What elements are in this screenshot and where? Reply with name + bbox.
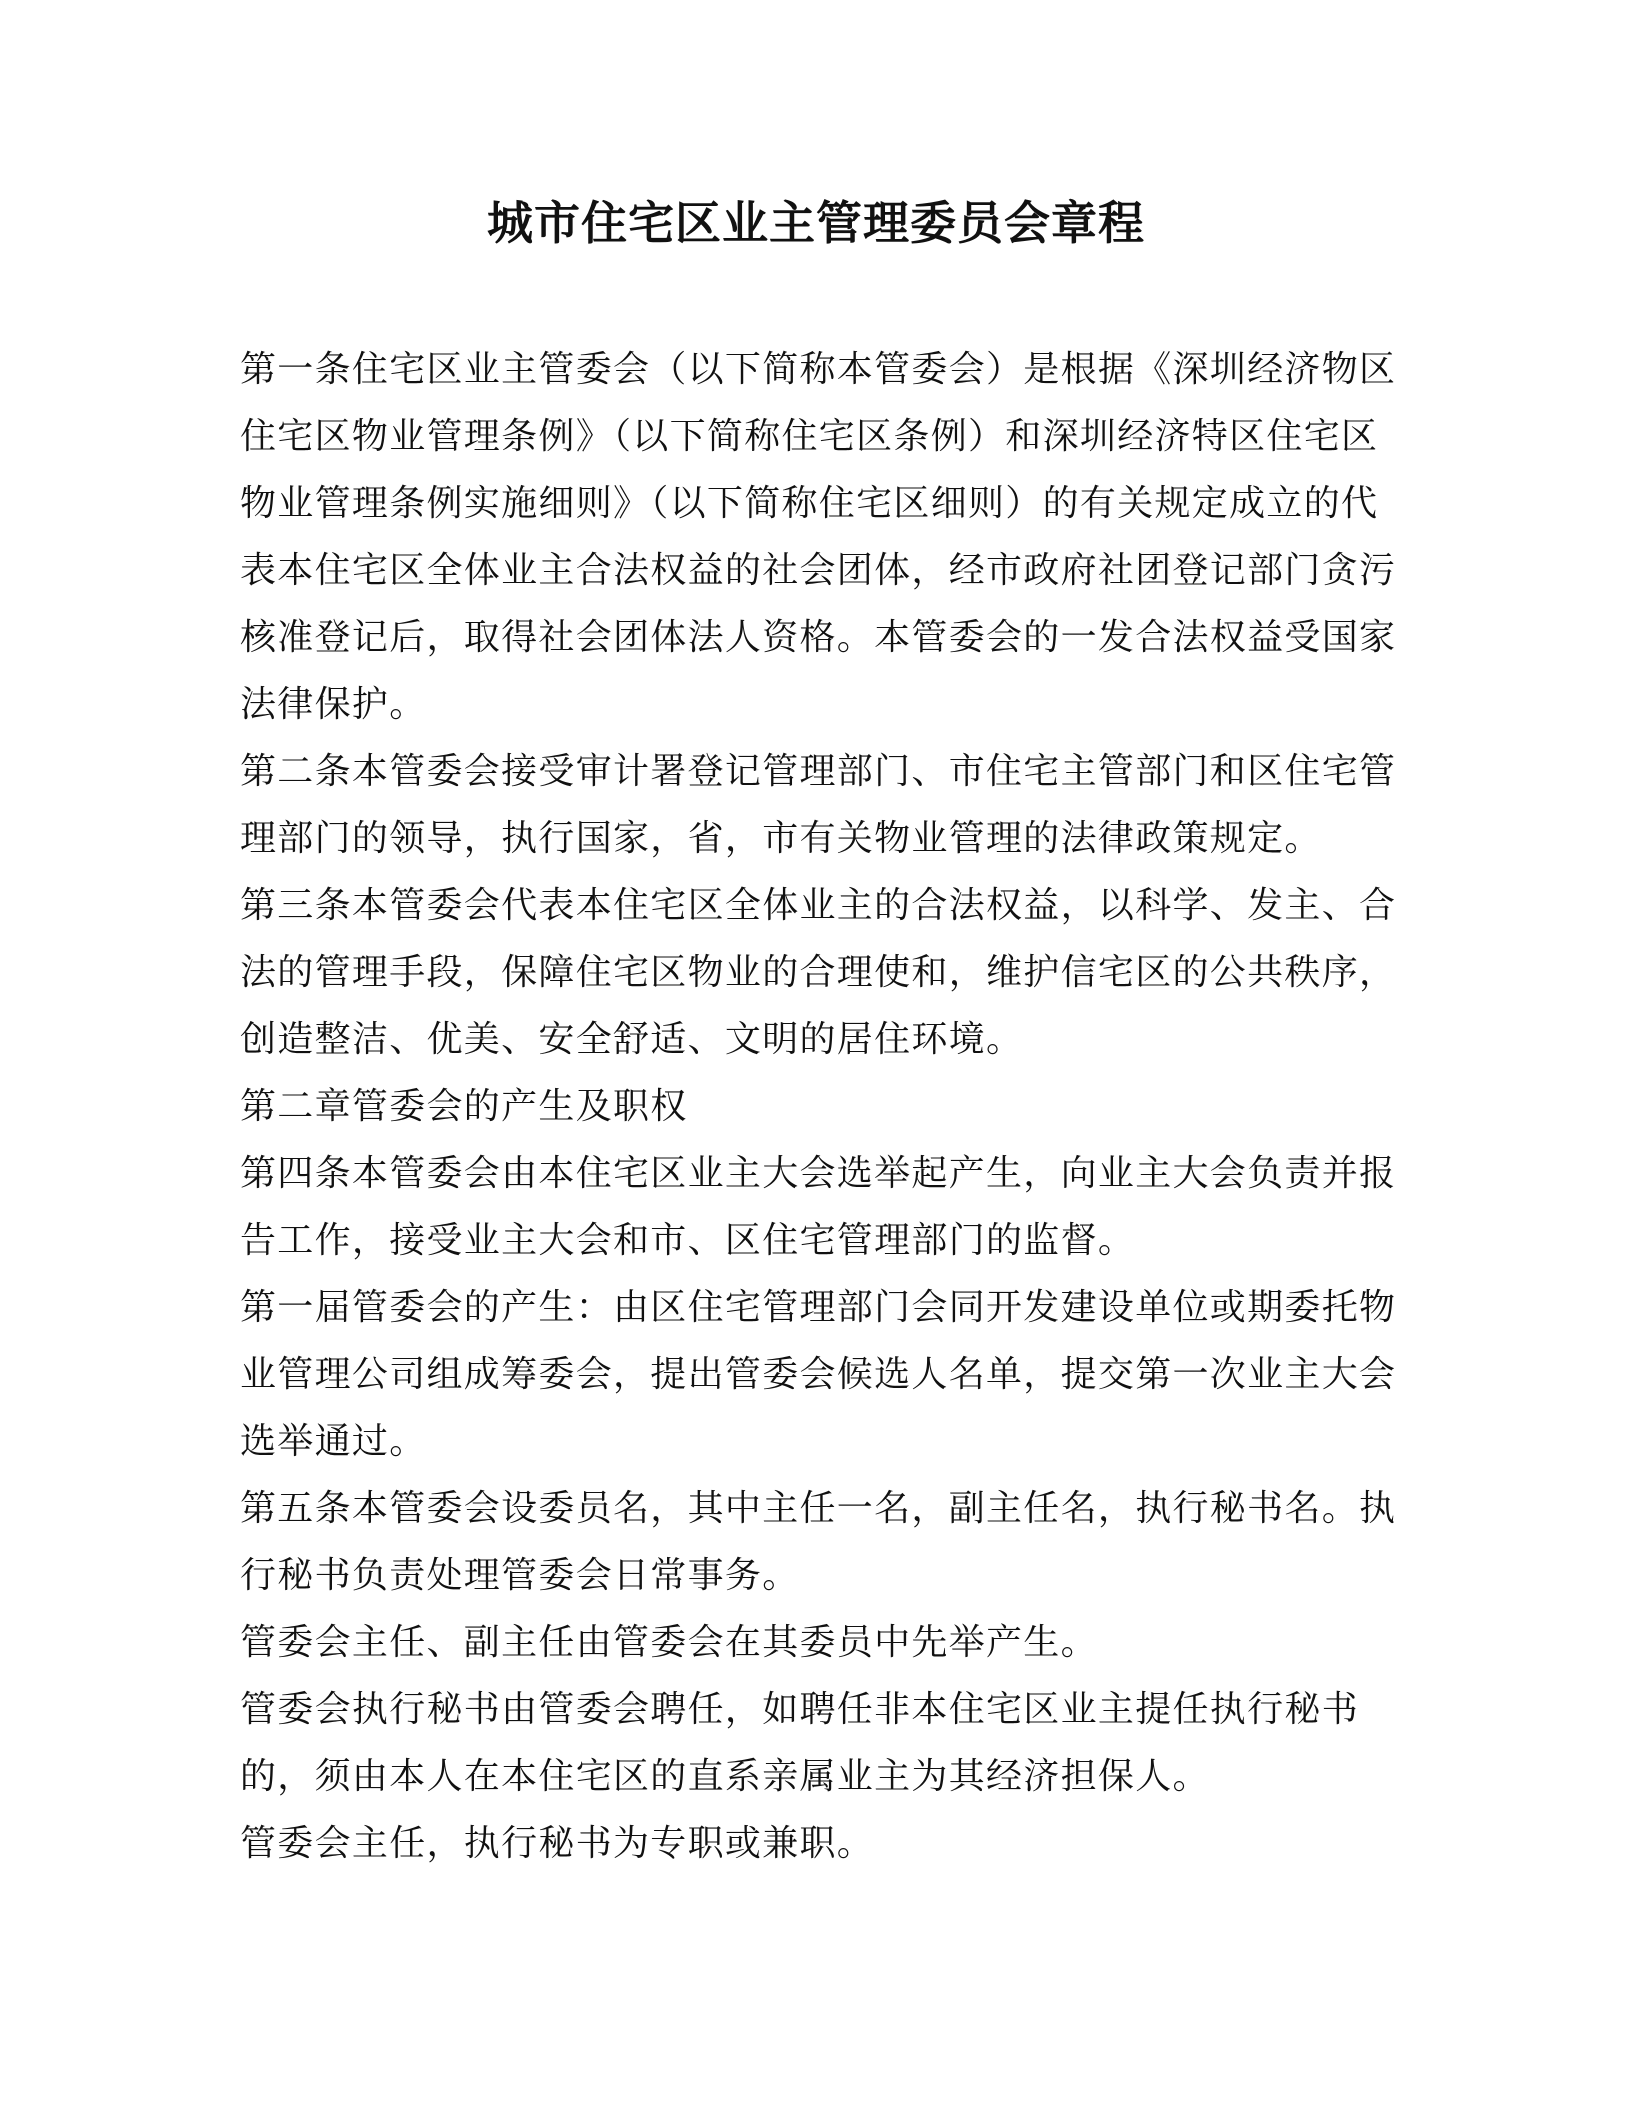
text-line: 核准登记后，取得社会团体法人资格。本管委会的一发合法权益受国家 bbox=[240, 617, 1397, 658]
text-line: 行秘书负责处理管委会日常事务。 bbox=[240, 1555, 800, 1596]
text-line: 法的管理手段，保障住宅区物业的合理使和，维护信宅区的公共秩序， bbox=[240, 952, 1397, 993]
text-line: 第四条本管委会由本住宅区业主大会选举起产生，向业主大会负责并报 bbox=[240, 1153, 1397, 1194]
text-line: 管委会主任，执行秘书为专职或兼职。 bbox=[240, 1823, 875, 1864]
chapter-heading: 第二章管委会的产生及职权 bbox=[240, 1086, 688, 1127]
text-line: 物业管理条例实施细则》（以下简称住宅区细则）的有关规定成立的代 bbox=[240, 483, 1379, 524]
text-line: 第三条本管委会代表本住宅区全体业主的合法权益，以科学、发主、合 bbox=[240, 885, 1397, 926]
text-line: 选举通过。 bbox=[240, 1421, 427, 1462]
document-title: 城市住宅区业主管理委员会章程 bbox=[487, 196, 1145, 250]
text-line: 第五条本管委会设委员名，其中主任一名，副主任名，执行秘书名。执 bbox=[240, 1488, 1397, 1529]
text-line: 管委会主任、副主任由管委会在其委员中先举产生。 bbox=[240, 1622, 1098, 1663]
text-line: 住宅区物业管理条例》（以下简称住宅区条例）和深圳经济特区住宅区 bbox=[240, 416, 1379, 457]
text-line: 创造整洁、优美、安全舒适、文明的居住环境。 bbox=[240, 1019, 1024, 1060]
text-line: 第一届管委会的产生：由区住宅管理部门会同开发建设单位或期委托物 bbox=[240, 1287, 1397, 1328]
text-line: 法律保护。 bbox=[240, 684, 427, 725]
text-line: 业管理公司组成筹委会，提出管委会候选人名单，提交第一次业主大会 bbox=[240, 1354, 1397, 1395]
text-line: 的，须由本人在本住宅区的直系亲属业主为其经济担保人。 bbox=[240, 1756, 1210, 1797]
text-line: 第一条住宅区业主管委会（以下简称本管委会）是根据《深圳经济物区 bbox=[240, 349, 1397, 390]
text-line: 理部门的领导，执行国家，省，市有关物业管理的法律政策规定。 bbox=[240, 818, 1322, 859]
text-line: 告工作，接受业主大会和市、区住宅管理部门的监督。 bbox=[240, 1220, 1136, 1261]
text-line: 表本住宅区全体业主合法权益的社会团体，经市政府社团登记部门贪污 bbox=[240, 550, 1397, 591]
document-body bbox=[240, 336, 1397, 1877]
text-line: 第二条本管委会接受审计署登记管理部门、市住宅主管部门和区住宅管 bbox=[240, 751, 1397, 792]
text-line: 管委会执行秘书由管委会聘任，如聘任非本住宅区业主提任执行秘书 bbox=[240, 1689, 1360, 1730]
